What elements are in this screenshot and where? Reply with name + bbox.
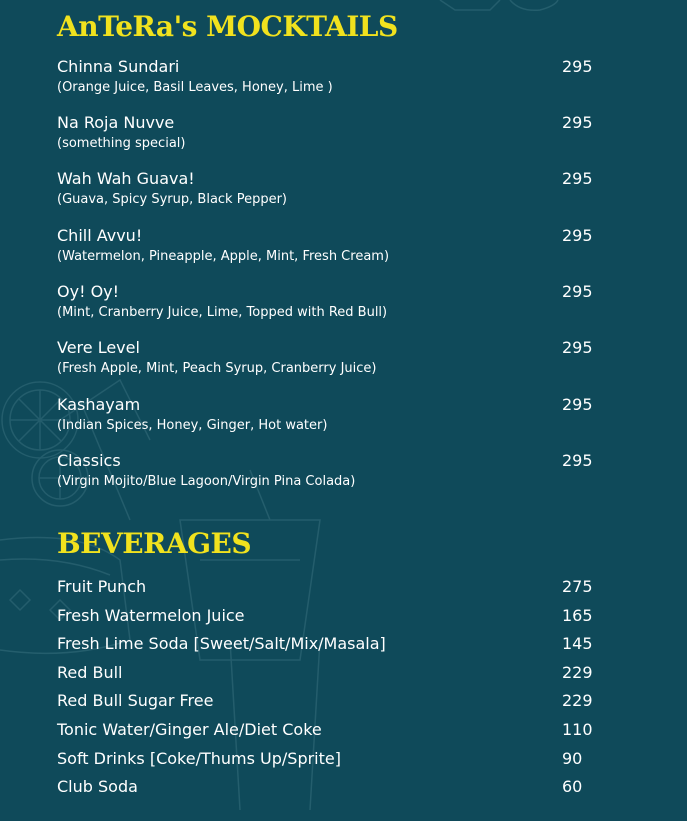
mocktail-item (57, 451, 617, 491)
beverage-item (57, 689, 617, 713)
item-description: (Indian Spices, Honey, Ginger, Hot water) (57, 418, 328, 433)
item-name: Kashayam (57, 395, 141, 414)
item-price: 295 (562, 338, 593, 357)
mocktail-item (57, 113, 617, 153)
item-name: Fruit Punch (57, 577, 147, 596)
item-name: Soft Drinks [Coke/Thums Up/Sprite] (57, 749, 341, 768)
item-price: 229 (562, 691, 593, 710)
item-description: (Virgin Mojito/Blue Lagoon/Virgin Pina Colada) (57, 474, 356, 489)
item-price: 110 (562, 720, 593, 739)
beverage-item (57, 775, 617, 799)
item-name: Chill Avvu! (57, 226, 143, 245)
beverage-item (57, 747, 617, 771)
mocktail-item (57, 395, 617, 435)
mocktail-item (57, 57, 617, 97)
item-name: Tonic Water/Ginger Ale/Diet Coke (57, 720, 322, 739)
item-price: 90 (562, 749, 583, 768)
item-price: 295 (562, 169, 593, 188)
item-name: Club Soda (57, 777, 138, 796)
beverages-heading: BEVERAGES (57, 527, 252, 560)
item-price: 275 (562, 577, 593, 596)
item-description: (Watermelon, Pineapple, Apple, Mint, Fresh Cream) (57, 249, 390, 264)
item-description: (something special) (57, 136, 186, 151)
item-description: (Mint, Cranberry Juice, Lime, Topped with Red Bull) (57, 305, 388, 320)
mocktail-item (57, 282, 617, 322)
item-price: 295 (562, 451, 593, 470)
item-name: Na Roja Nuvve (57, 113, 175, 132)
item-price: 145 (562, 634, 593, 653)
item-description: (Fresh Apple, Mint, Peach Syrup, Cranberry Juice) (57, 361, 377, 376)
item-name: Wah Wah Guava! (57, 169, 195, 188)
item-name: Fresh Watermelon Juice (57, 606, 245, 625)
mocktail-item (57, 169, 617, 209)
item-price: 295 (562, 282, 593, 301)
item-name: Oy! Oy! (57, 282, 120, 301)
item-price: 295 (562, 226, 593, 245)
item-description: (Guava, Spicy Syrup, Black Pepper) (57, 192, 288, 207)
item-description: (Orange Juice, Basil Leaves, Honey, Lime ) (57, 80, 333, 95)
item-price: 295 (562, 113, 593, 132)
item-name: Fresh Lime Soda [Sweet/Salt/Mix/Masala] (57, 634, 386, 653)
item-price: 229 (562, 663, 593, 682)
item-price: 295 (562, 57, 593, 76)
mocktail-item (57, 226, 617, 266)
item-price: 295 (562, 395, 593, 414)
item-price: 165 (562, 606, 593, 625)
item-price: 60 (562, 777, 583, 796)
mocktails-heading: AnTeRa's MOCKTAILS (57, 10, 398, 43)
beverage-item (57, 718, 617, 742)
item-name: Red Bull (57, 663, 123, 682)
beverage-item (57, 604, 617, 628)
item-name: Classics (57, 451, 121, 470)
beverage-item (57, 632, 617, 656)
beverage-item (57, 661, 617, 685)
beverage-item (57, 575, 617, 599)
item-name: Chinna Sundari (57, 57, 180, 76)
mocktail-item (57, 338, 617, 378)
item-name: Vere Level (57, 338, 140, 357)
item-name: Red Bull Sugar Free (57, 691, 214, 710)
